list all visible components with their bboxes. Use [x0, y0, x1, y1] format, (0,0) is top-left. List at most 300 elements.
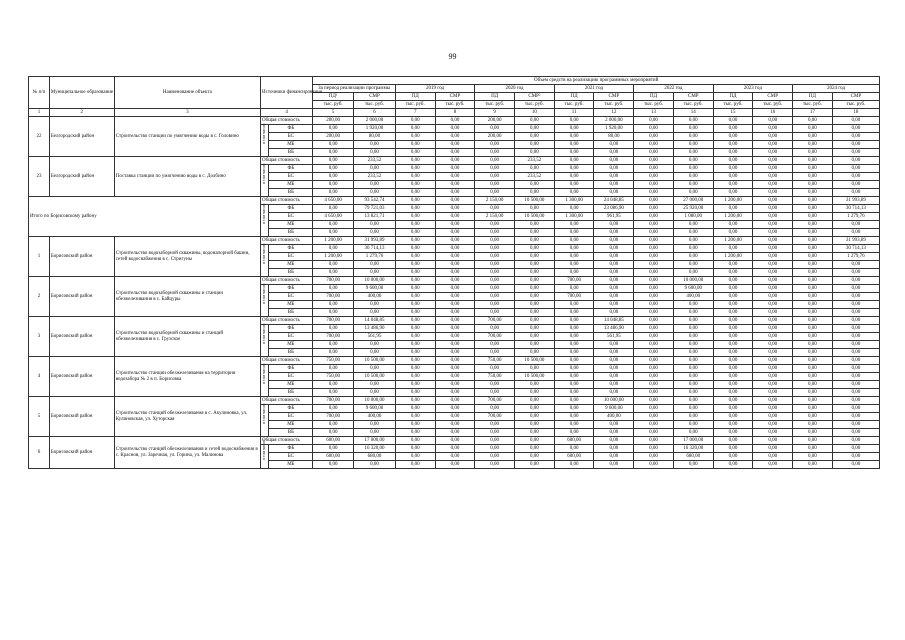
value-cell: 700,00 — [313, 413, 354, 421]
column-number: 5 — [313, 109, 354, 117]
value-cell: 0,00 — [313, 245, 354, 253]
value-cell: 31 993,89 — [832, 237, 879, 245]
value-cell: 0,00 — [435, 117, 475, 125]
value-cell: 1 920,00 — [354, 125, 396, 133]
value-cell: 0,00 — [832, 341, 879, 349]
value-cell: 0,00 — [515, 445, 555, 453]
value-cell: 0,00 — [354, 349, 396, 357]
value-cell: 0,00 — [475, 309, 515, 317]
value-cell: 0,00 — [515, 245, 555, 253]
value-cell: 0,00 — [515, 125, 555, 133]
value-cell: 0,00 — [475, 141, 515, 149]
value-cell: 9 600,00 — [594, 405, 634, 413]
header-unit: тыс. руб. — [475, 101, 515, 109]
value-cell: 0,00 — [634, 141, 674, 149]
value-cell: 9 600,00 — [673, 285, 713, 293]
value-cell: 0,00 — [475, 173, 515, 181]
value-cell: 0,00 — [395, 437, 435, 445]
source-cell: ВБ — [269, 429, 313, 437]
value-cell: 0,00 — [753, 461, 793, 469]
value-cell: 0,00 — [634, 189, 674, 197]
header-year: 2024 год — [793, 85, 880, 93]
value-cell: 0,00 — [713, 205, 753, 213]
value-cell: 0,00 — [793, 181, 833, 189]
table-row — [29, 397, 880, 405]
value-cell: 0,00 — [395, 373, 435, 381]
source-cell: Общая стоимость — [261, 397, 313, 405]
table-row — [29, 277, 880, 285]
value-cell: 0,00 — [354, 261, 396, 269]
value-cell: 0,00 — [793, 261, 833, 269]
value-cell: 0,00 — [673, 309, 713, 317]
value-cell: 0,00 — [554, 157, 594, 165]
value-cell: 0,00 — [634, 165, 674, 173]
value-cell: 0,00 — [313, 125, 354, 133]
funding-table — [28, 76, 880, 469]
value-cell: 0,00 — [313, 173, 354, 181]
source-cell: БС — [269, 373, 313, 381]
header-pd: ПД — [793, 93, 833, 101]
source-cell: ВБ — [269, 229, 313, 237]
value-cell: 0,00 — [435, 133, 475, 141]
incl-text: в том числе: — [261, 282, 267, 304]
value-cell: 0,00 — [793, 405, 833, 413]
value-cell: 0,00 — [673, 189, 713, 197]
value-cell: 0,00 — [634, 317, 674, 325]
value-cell: 0,00 — [753, 141, 793, 149]
header-unit: тыс. руб. — [793, 101, 833, 109]
value-cell: 0,00 — [395, 285, 435, 293]
value-cell: 0,00 — [673, 165, 713, 173]
value-cell: 0,00 — [475, 253, 515, 261]
source-cell: МБ — [269, 421, 313, 429]
page-number: 99 — [448, 52, 457, 61]
value-cell: 0,00 — [594, 181, 634, 189]
value-cell: 0,00 — [594, 389, 634, 397]
value-cell: 0,00 — [313, 157, 354, 165]
value-cell: 0,00 — [554, 205, 594, 213]
row-number: 1 — [29, 237, 50, 277]
value-cell: 0,00 — [793, 309, 833, 317]
value-cell: 0,00 — [634, 365, 674, 373]
value-cell: 600,00 — [313, 437, 354, 445]
value-cell: 0,00 — [594, 357, 634, 365]
value-cell: 0,00 — [354, 141, 396, 149]
value-cell: 0,00 — [515, 405, 555, 413]
value-cell: 0,00 — [634, 173, 674, 181]
value-cell: 0,00 — [634, 301, 674, 309]
value-cell: 0,00 — [713, 397, 753, 405]
table-row — [29, 317, 880, 325]
value-cell: 0,00 — [395, 125, 435, 133]
value-cell: 0,00 — [793, 461, 833, 469]
value-cell: 0,00 — [515, 285, 555, 293]
value-cell: 0,00 — [634, 421, 674, 429]
value-cell: 0,00 — [634, 277, 674, 285]
value-cell: 0,00 — [554, 125, 594, 133]
value-cell: 13 486,90 — [594, 325, 634, 333]
value-cell: 0,00 — [793, 381, 833, 389]
value-cell: 0,00 — [713, 325, 753, 333]
value-cell: 0,00 — [594, 341, 634, 349]
value-cell: 0,00 — [395, 229, 435, 237]
value-cell: 0,00 — [832, 301, 879, 309]
value-cell: 0,00 — [435, 325, 475, 333]
source-cell: Общая стоимость — [261, 197, 313, 205]
value-cell: 0,00 — [793, 213, 833, 221]
value-cell: 0,00 — [634, 381, 674, 389]
value-cell: 30 714,13 — [354, 245, 396, 253]
value-cell: 0,00 — [673, 365, 713, 373]
value-cell: 0,00 — [313, 221, 354, 229]
value-cell: 0,00 — [515, 421, 555, 429]
value-cell: 0,00 — [594, 293, 634, 301]
value-cell: 0,00 — [634, 245, 674, 253]
value-cell: 0,00 — [515, 341, 555, 349]
value-cell: 0,00 — [395, 421, 435, 429]
value-cell: 0,00 — [753, 237, 793, 245]
value-cell: 700,00 — [313, 277, 354, 285]
source-cell: МБ — [269, 461, 313, 469]
value-cell: 1 080,00 — [673, 213, 713, 221]
value-cell: 1 279,76 — [832, 253, 879, 261]
value-cell: 0,00 — [793, 285, 833, 293]
value-cell: 0,00 — [515, 381, 555, 389]
incl-label — [261, 242, 269, 277]
value-cell: 0,00 — [354, 461, 396, 469]
table-body — [29, 117, 880, 469]
value-cell: 0,00 — [554, 317, 594, 325]
header-pd: ПД — [713, 93, 753, 101]
value-cell: 0,00 — [793, 341, 833, 349]
value-cell: 0,00 — [793, 117, 833, 125]
value-cell: 0,00 — [832, 261, 879, 269]
header-unit: тыс. руб. — [634, 101, 674, 109]
value-cell: 31 993,89 — [832, 197, 879, 205]
value-cell: 0,00 — [515, 149, 555, 157]
incl-label — [261, 362, 269, 397]
value-cell: 0,00 — [435, 445, 475, 453]
value-cell: 0,00 — [395, 269, 435, 277]
value-cell: 0,00 — [753, 381, 793, 389]
value-cell: 0,00 — [354, 229, 396, 237]
value-cell: 0,00 — [594, 269, 634, 277]
value-cell: 0,00 — [713, 165, 753, 173]
value-cell: 700,00 — [554, 293, 594, 301]
value-cell: 0,00 — [313, 269, 354, 277]
value-cell: 0,00 — [395, 365, 435, 373]
value-cell: 0,00 — [594, 277, 634, 285]
value-cell: 0,00 — [673, 301, 713, 309]
value-cell: 0,00 — [594, 221, 634, 229]
value-cell: 0,00 — [354, 389, 396, 397]
value-cell: 0,00 — [832, 189, 879, 197]
value-cell: 24 048,85 — [594, 197, 634, 205]
row-number: 23 — [29, 157, 50, 197]
value-cell: 0,00 — [554, 325, 594, 333]
value-cell: 0,00 — [713, 229, 753, 237]
value-cell: 10 500,00 — [515, 357, 555, 365]
table-row — [29, 157, 880, 165]
value-cell: 0,00 — [634, 429, 674, 437]
value-cell: 0,00 — [753, 325, 793, 333]
value-cell: 0,00 — [832, 157, 879, 165]
header-pd: ПД — [554, 93, 594, 101]
value-cell: 0,00 — [793, 325, 833, 333]
value-cell: 1 200,00 — [313, 253, 354, 261]
value-cell: 0,00 — [753, 341, 793, 349]
value-cell: 0,00 — [634, 309, 674, 317]
value-cell: 0,00 — [515, 429, 555, 437]
value-cell: 0,00 — [673, 389, 713, 397]
value-cell: 0,00 — [435, 333, 475, 341]
value-cell: 0,00 — [594, 229, 634, 237]
value-cell: 0,00 — [793, 237, 833, 245]
value-cell: 0,00 — [354, 221, 396, 229]
value-cell: 23 086,90 — [594, 205, 634, 213]
value-cell: 0,00 — [753, 149, 793, 157]
value-cell: 0,00 — [793, 269, 833, 277]
value-cell: 0,00 — [554, 261, 594, 269]
value-cell: 0,00 — [594, 285, 634, 293]
value-cell: 0,00 — [832, 269, 879, 277]
value-cell: 0,00 — [313, 141, 354, 149]
value-cell: 0,00 — [313, 421, 354, 429]
incl-label — [261, 162, 269, 197]
value-cell: 0,00 — [395, 357, 435, 365]
value-cell: 0,00 — [554, 309, 594, 317]
value-cell: 0,00 — [594, 261, 634, 269]
value-cell: 0,00 — [515, 237, 555, 245]
row-number: 6 — [29, 437, 50, 469]
value-cell: 0,00 — [354, 309, 396, 317]
value-cell: 0,00 — [594, 365, 634, 373]
incl-text: в том числе: — [261, 202, 267, 224]
header-volume: Объем средств на реализацию программных мероприятий — [313, 77, 880, 85]
value-cell: 1 200,00 — [713, 253, 753, 261]
value-cell: 0,00 — [313, 205, 354, 213]
value-cell: 0,00 — [713, 269, 753, 277]
value-cell: 0,00 — [313, 309, 354, 317]
value-cell: 0,00 — [753, 333, 793, 341]
value-cell: 0,00 — [475, 261, 515, 269]
row-number: 4 — [29, 357, 50, 397]
value-cell: 0,00 — [435, 261, 475, 269]
value-cell: 0,00 — [354, 165, 396, 173]
incl-text: в том числе: — [261, 438, 267, 460]
value-cell: 0,00 — [832, 325, 879, 333]
value-cell: 0,00 — [395, 221, 435, 229]
header-year: 2021 год — [554, 85, 633, 93]
value-cell: 0,00 — [554, 253, 594, 261]
value-cell: 0,00 — [354, 149, 396, 157]
value-cell: 0,00 — [313, 149, 354, 157]
value-cell: 0,00 — [554, 349, 594, 357]
value-cell: 0,00 — [515, 261, 555, 269]
value-cell: 0,00 — [435, 245, 475, 253]
value-cell: 0,00 — [435, 421, 475, 429]
value-cell: 750,00 — [313, 357, 354, 365]
value-cell: 700,00 — [313, 397, 354, 405]
value-cell: 0,00 — [313, 405, 354, 413]
source-cell: МБ — [269, 381, 313, 389]
value-cell: 0,00 — [753, 397, 793, 405]
header-total-period: За период реализации программы — [313, 85, 396, 93]
value-cell: 0,00 — [673, 125, 713, 133]
value-cell: 0,00 — [793, 349, 833, 357]
value-cell: 0,00 — [475, 461, 515, 469]
value-cell: 0,00 — [713, 357, 753, 365]
header-unit: тыс. руб. — [594, 101, 634, 109]
value-cell: 0,00 — [713, 373, 753, 381]
value-cell: 13 486,90 — [354, 325, 396, 333]
value-cell: 4 650,00 — [313, 213, 354, 221]
value-cell: 0,00 — [354, 341, 396, 349]
value-cell: 0,00 — [634, 325, 674, 333]
value-cell: 0,00 — [832, 381, 879, 389]
municipality-cell: Борисовский район — [49, 437, 114, 469]
value-cell: 0,00 — [515, 277, 555, 285]
value-cell: 600,00 — [313, 453, 354, 461]
value-cell: 0,00 — [554, 141, 594, 149]
value-cell: 0,00 — [753, 133, 793, 141]
value-cell: 0,00 — [554, 389, 594, 397]
incl-text: в том числе: — [261, 162, 267, 184]
value-cell: 0,00 — [673, 237, 713, 245]
value-cell: 0,00 — [515, 165, 555, 173]
value-cell: 0,00 — [713, 381, 753, 389]
value-cell: 0,00 — [475, 221, 515, 229]
value-cell: 0,00 — [753, 405, 793, 413]
header-municipality: Муниципальное образование — [49, 77, 114, 109]
value-cell: 0,00 — [354, 301, 396, 309]
value-cell: 0,00 — [713, 261, 753, 269]
source-cell: МБ — [269, 341, 313, 349]
value-cell: 0,00 — [313, 285, 354, 293]
value-cell: 0,00 — [475, 365, 515, 373]
value-cell: 0,00 — [594, 445, 634, 453]
value-cell: 0,00 — [832, 461, 879, 469]
value-cell: 0,00 — [634, 413, 674, 421]
value-cell: 0,00 — [435, 317, 475, 325]
value-cell: 0,00 — [515, 317, 555, 325]
value-cell: 0,00 — [395, 397, 435, 405]
value-cell: 0,00 — [832, 221, 879, 229]
value-cell: 1 300,00 — [554, 213, 594, 221]
value-cell: 0,00 — [395, 189, 435, 197]
value-cell: 0,00 — [475, 301, 515, 309]
value-cell: 0,00 — [395, 253, 435, 261]
value-cell: 0,00 — [395, 453, 435, 461]
object-name-cell: Строительство станций обезжелезивания в с. Акулиновка, ул. Кулиновская, ул. Хуторская — [114, 397, 260, 437]
value-cell: 0,00 — [515, 221, 555, 229]
source-cell: МБ — [269, 181, 313, 189]
value-cell: 0,00 — [713, 365, 753, 373]
value-cell: 0,00 — [713, 333, 753, 341]
source-cell: Общая стоимость — [261, 157, 313, 165]
column-number: 10 — [515, 109, 555, 117]
value-cell: 0,00 — [554, 413, 594, 421]
header-smr: СМР — [435, 93, 475, 101]
value-cell: 0,00 — [634, 269, 674, 277]
value-cell: 0,00 — [713, 341, 753, 349]
table-row — [29, 357, 880, 365]
value-cell: 0,00 — [435, 349, 475, 357]
value-cell: 0,00 — [634, 229, 674, 237]
incl-text: в том числе: — [261, 362, 267, 384]
header-year: 2019 год — [395, 85, 474, 93]
value-cell: 0,00 — [634, 285, 674, 293]
value-cell: 0,00 — [475, 125, 515, 133]
value-cell: 0,00 — [634, 213, 674, 221]
source-cell: ФБ — [269, 405, 313, 413]
value-cell: 0,00 — [395, 237, 435, 245]
value-cell: 0,00 — [673, 133, 713, 141]
value-cell: 0,00 — [435, 189, 475, 197]
value-cell: 0,00 — [395, 133, 435, 141]
value-cell: 0,00 — [753, 213, 793, 221]
value-cell: 0,00 — [395, 301, 435, 309]
value-cell: 0,00 — [832, 173, 879, 181]
value-cell: 0,00 — [793, 357, 833, 365]
value-cell: 0,00 — [435, 341, 475, 349]
value-cell: 0,00 — [475, 325, 515, 333]
value-cell: 0,00 — [435, 165, 475, 173]
value-cell: 0,00 — [793, 373, 833, 381]
value-cell: 0,00 — [435, 309, 475, 317]
header-smr: СМР — [753, 93, 793, 101]
value-cell: 233,52 — [354, 173, 396, 181]
value-cell: 0,00 — [673, 381, 713, 389]
header-unit: тыс. руб. — [554, 101, 594, 109]
value-cell: 0,00 — [753, 373, 793, 381]
value-cell: 0,00 — [354, 429, 396, 437]
value-cell: 0,00 — [753, 429, 793, 437]
value-cell: 0,00 — [395, 141, 435, 149]
value-cell: 0,00 — [475, 245, 515, 253]
value-cell: 9 600,00 — [354, 285, 396, 293]
value-cell: 4 650,00 — [313, 197, 354, 205]
value-cell: 0,00 — [594, 461, 634, 469]
municipality-cell: Борисовский район — [49, 357, 114, 397]
value-cell: 0,00 — [475, 381, 515, 389]
source-cell: ФБ — [269, 125, 313, 133]
value-cell: 0,00 — [554, 181, 594, 189]
incl-label — [261, 402, 269, 437]
value-cell: 0,00 — [515, 293, 555, 301]
value-cell: 80,00 — [594, 133, 634, 141]
value-cell: 0,00 — [753, 221, 793, 229]
value-cell: 0,00 — [673, 253, 713, 261]
value-cell: 0,00 — [475, 293, 515, 301]
value-cell: 0,00 — [753, 173, 793, 181]
source-cell: ФБ — [269, 365, 313, 373]
value-cell: 750,00 — [475, 373, 515, 381]
value-cell: 0,00 — [753, 125, 793, 133]
value-cell: 0,00 — [554, 149, 594, 157]
header-pd: ПД — [475, 93, 515, 101]
value-cell: 0,00 — [793, 301, 833, 309]
value-cell: 0,00 — [832, 133, 879, 141]
value-cell: 0,00 — [313, 301, 354, 309]
value-cell: 1 279,76 — [354, 253, 396, 261]
value-cell: 0,00 — [793, 445, 833, 453]
value-cell: 0,00 — [554, 373, 594, 381]
value-cell: 10 500,00 — [515, 213, 555, 221]
column-number: 16 — [753, 109, 793, 117]
source-cell: ФБ — [269, 285, 313, 293]
source-cell: Общая стоимость — [261, 317, 313, 325]
